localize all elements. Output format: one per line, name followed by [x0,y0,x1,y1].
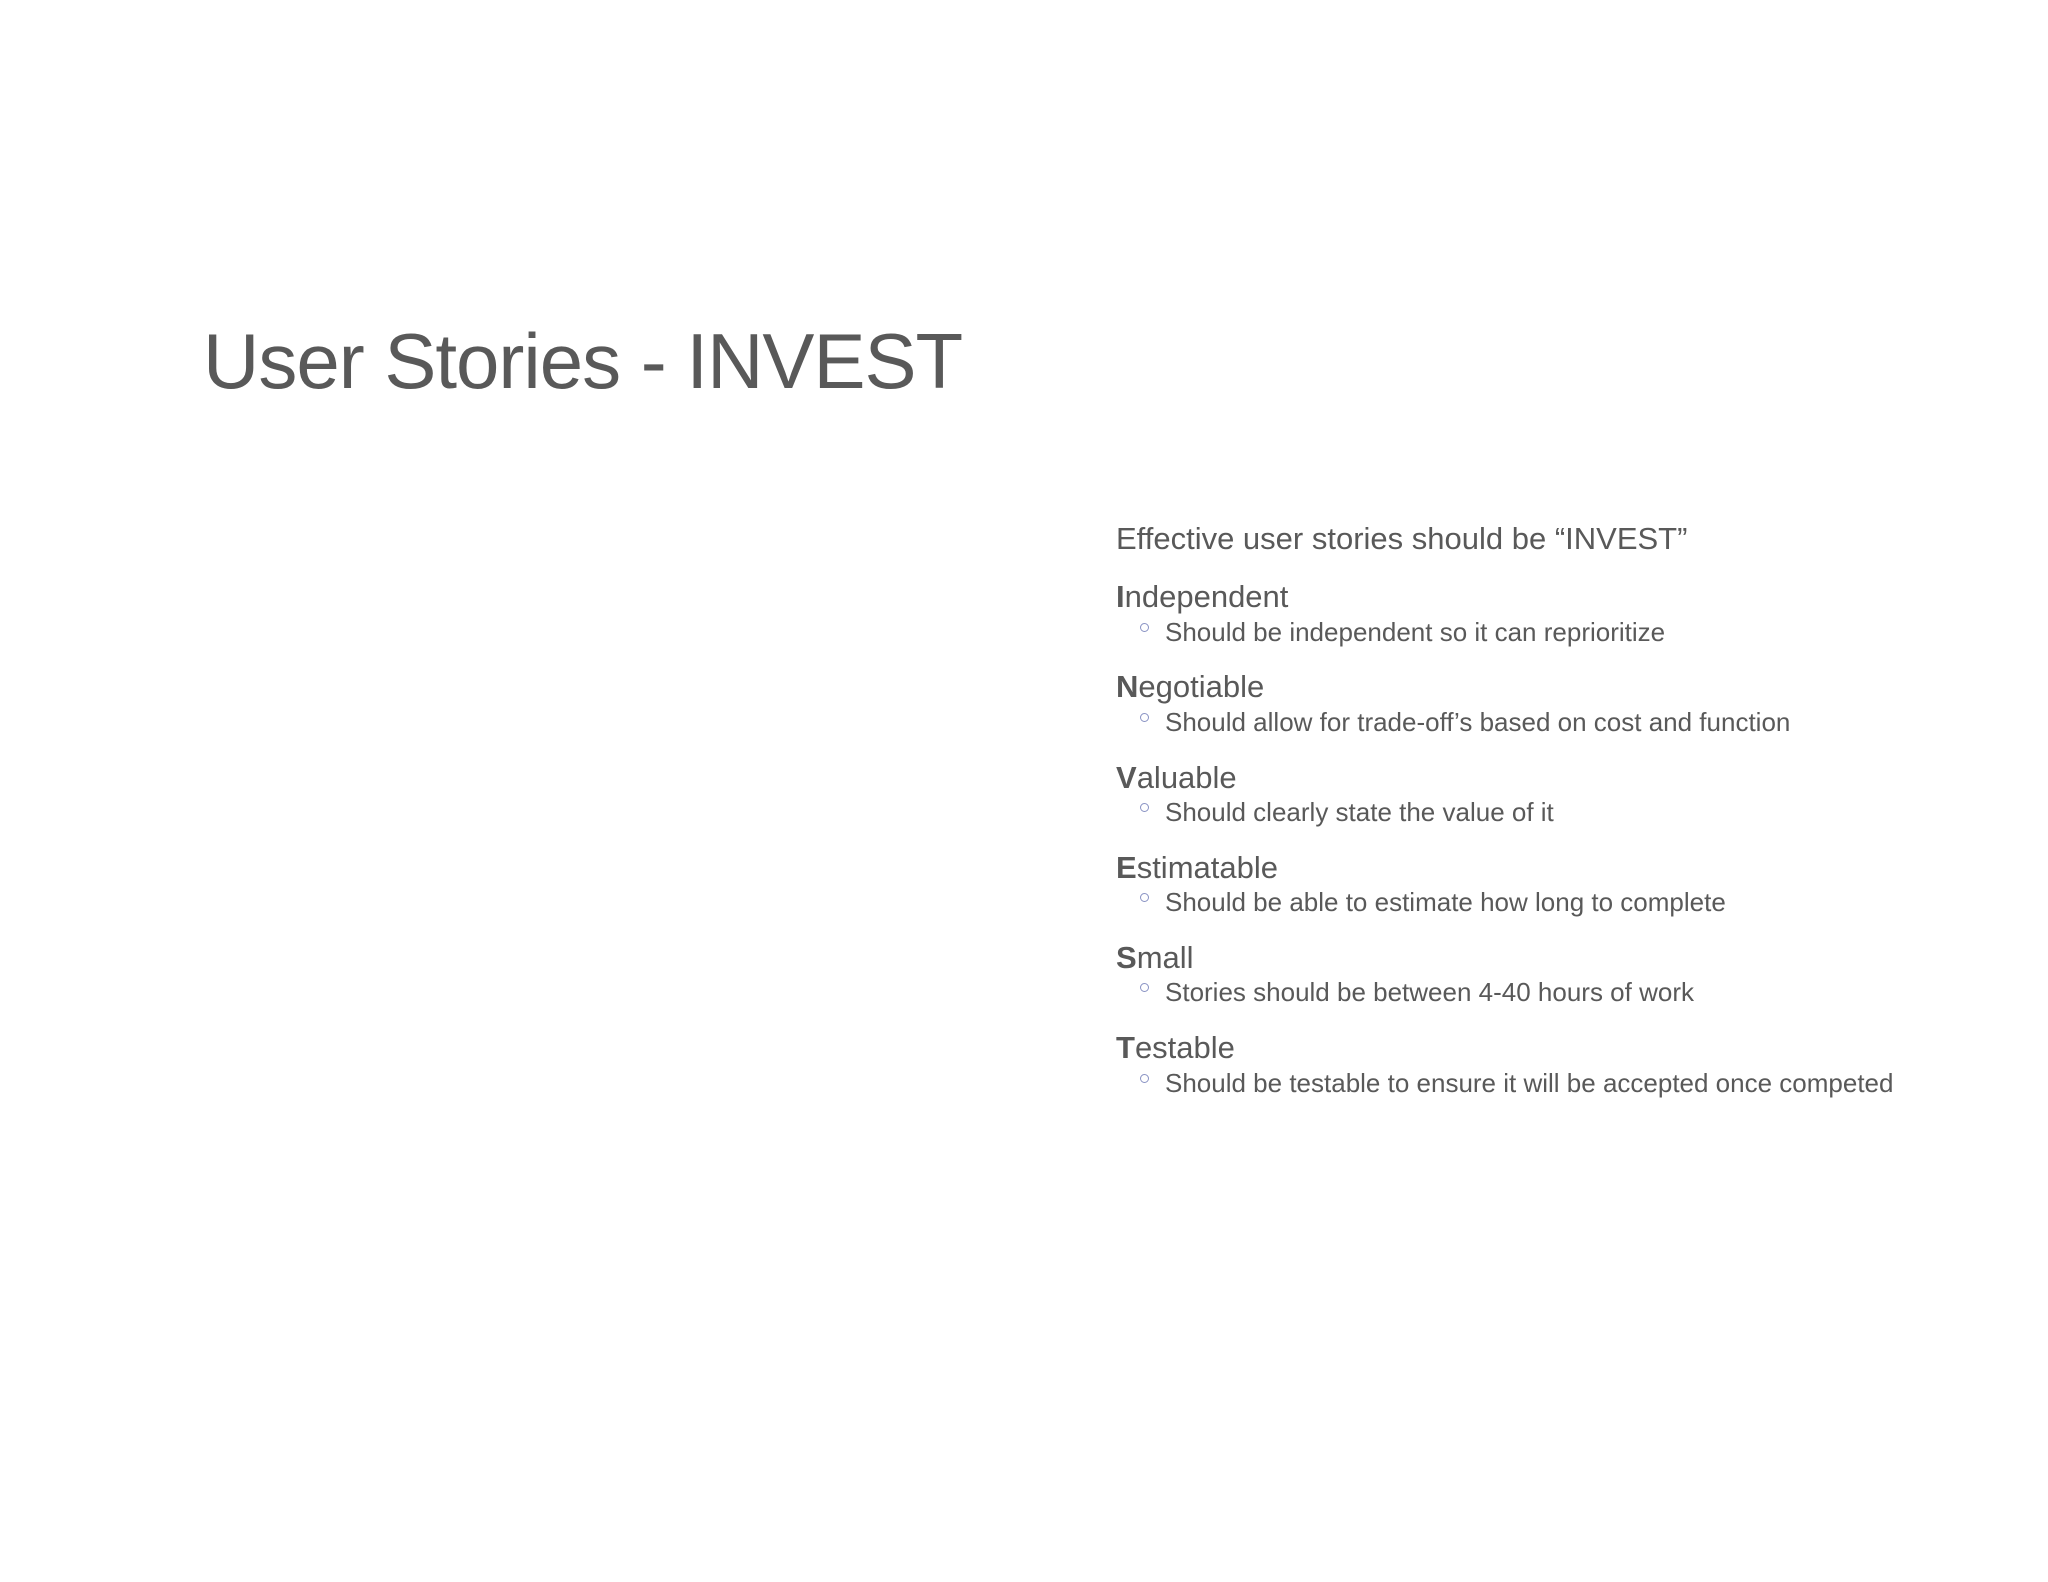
item-heading-rest: estable [1134,1029,1235,1065]
item-heading [1116,850,1936,886]
slide-title: User Stories - INVEST [203,317,963,405]
item-detail [1116,889,1936,916]
invest-item-negotiable [1116,669,1936,735]
item-detail-text: Should be testable to ensure it will be accepted once competed [1165,1067,1894,1098]
item-detail [1116,979,1936,1006]
invest-list [1116,520,1936,1120]
hollow-circle-icon [1140,893,1149,902]
item-initial: I [1116,579,1125,615]
item-detail-text: Should be independent so it can reprioritize [1165,616,1666,647]
item-initial: E [1116,849,1137,885]
item-initial: V [1116,759,1137,795]
item-heading [1116,760,1936,796]
hollow-circle-icon [1140,713,1149,722]
item-detail [1116,1067,1936,1098]
item-detail-text: Stories should be between 4-40 hours of work [1165,977,1694,1008]
invest-item-small [1116,940,1936,1006]
invest-item-estimatable [1116,850,1936,916]
hollow-circle-icon [1140,983,1149,992]
item-detail [1116,706,1936,737]
item-initial: N [1116,669,1139,705]
hollow-circle-icon [1140,623,1149,632]
item-heading [1116,1030,1936,1066]
item-heading [1116,669,1936,705]
intro-text: Effective user stories should be “INVEST” [1116,521,1688,556]
item-heading [1116,940,1936,976]
item-heading [1116,579,1936,615]
item-heading-rest: ndependent [1124,579,1289,615]
item-heading-rest: egotiable [1138,669,1265,705]
item-detail-text: Should allow for trade-off’s based on cost and function [1165,706,1791,737]
item-heading-rest: stimatable [1136,849,1278,885]
item-heading-rest: mall [1136,939,1194,975]
invest-item-testable [1116,1030,1936,1096]
invest-item-valuable [1116,760,1936,826]
hollow-circle-icon [1140,1074,1149,1083]
item-detail-text: Should be able to estimate how long to complete [1165,887,1726,918]
item-detail [1116,799,1936,826]
hollow-circle-icon [1140,803,1149,812]
item-initial: T [1116,1029,1135,1065]
item-initial: S [1116,939,1137,975]
item-heading-rest: aluable [1136,759,1237,795]
item-detail-text: Should clearly state the value of it [1165,797,1554,828]
invest-item-independent [1116,579,1936,645]
item-detail [1116,616,1936,647]
